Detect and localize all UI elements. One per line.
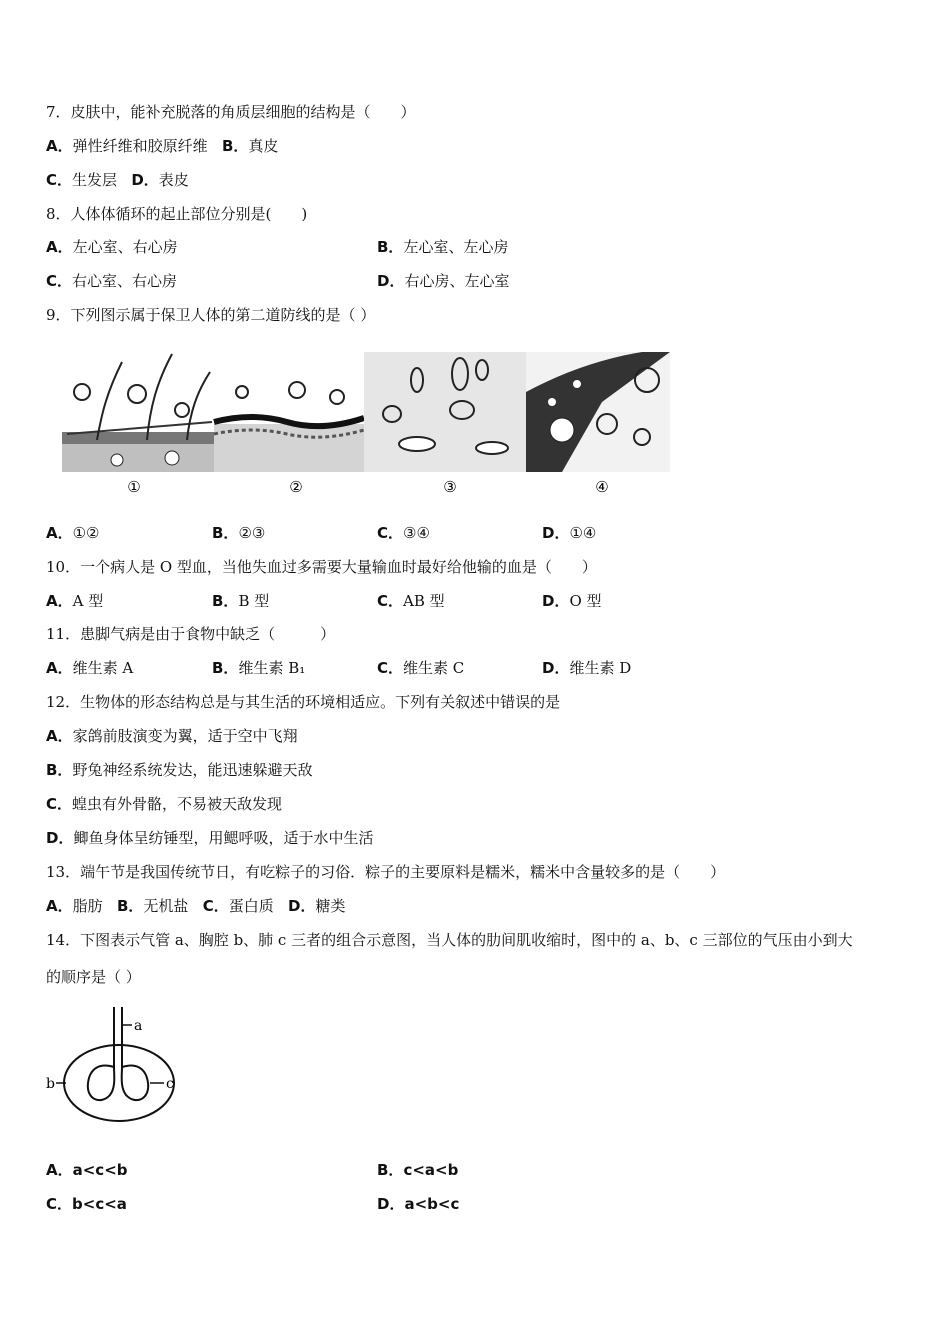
q10-option-a [46,591,103,611]
q13-option-d-label: D． [288,897,316,915]
q11-option-b [212,658,305,678]
q12-option-c-text: 蝗虫有外骨骼，不易被天敌发现 [72,795,283,813]
q7-option-d-label: D． [131,171,159,189]
q14-label-c: c [166,1076,174,1092]
q14-option-d-label: D． [377,1195,405,1213]
q13-option-a-text: 脂肪 [72,897,103,915]
q8-option-c [46,271,177,291]
q7-option-a-label: A． [46,137,73,155]
q9-option-b-label: B． [212,524,239,542]
q13-options-row [46,896,346,916]
q12-option-a [46,726,298,746]
q11-option-c-label: C． [377,659,404,677]
q14-right-lung [122,1066,149,1101]
q10-option-c-text: AB 型 [403,592,445,610]
q7-option-b-text: 真皮 [248,137,279,155]
q12-option-a-label: A． [46,727,73,745]
q8-option-d [377,271,509,291]
q10-stem: 10．一个病人是 O 型血，当他失血过多需要大量输血时最好给他输的血是（ ） [46,558,597,576]
q11-option-a [46,658,133,678]
q10-option-d [542,591,602,611]
q9-option-c [377,523,430,543]
q7-option-a-text: 弹性纤维和胶原纤维 [72,137,208,155]
q8-option-a-label: A． [46,238,73,256]
q11-option-a-text: 维生素 A [72,659,134,677]
q11-option-b-label: B． [212,659,239,677]
q14-left-lung [88,1066,115,1101]
q11-stem: 11．患脚气病是由于食物中缺乏（ ） [46,625,336,643]
q8-option-d-label: D． [377,272,405,290]
q14-label-b: b [46,1076,55,1092]
q14-option-c [46,1194,127,1214]
q13-option-b-label: B． [116,897,144,915]
q11-option-c-text: 维生素 C [403,659,465,677]
q9-option-a-text: ①② [72,524,100,542]
q8-option-c-text: 右心室、右心房 [72,272,178,290]
q13-option-c-text: 蛋白质 [228,897,274,915]
q9-option-d-label: D． [542,524,570,542]
q11-option-b-text: 维生素 B₁ [238,659,306,677]
q9-panel-4-antibody-image [526,352,670,472]
q10-option-a-label: A． [46,592,73,610]
q12-option-d-text: 鲫鱼身体呈纺锤型，用鳃呼吸，适于水中生活 [73,829,374,847]
q11-option-a-label: A． [46,659,73,677]
q9-figure-label-3: ③ [443,478,457,496]
q12-option-c [46,794,282,814]
q12-option-b-label: B． [46,761,73,779]
q14-stem-line-1: 14．下图表示气管 a、胸腔 b、肺 c 三者的组合示意图，当人体的肋间肌收缩时，图中的 a、b、c 三部位的气压由小到大 [46,931,853,949]
q12-option-c-label: C． [46,795,73,813]
q9-option-d [542,523,596,543]
q9-panel-3-phagocyte-image [364,352,526,472]
q7-option-c-text: 生发层 [72,171,118,189]
q9-defense-figure [62,352,670,500]
q14-option-a [46,1160,128,1180]
q9-figure-label-2: ② [289,478,303,496]
q12-option-b-text: 野兔神经系统发达，能迅速躲避天敌 [72,761,313,779]
q14-option-a-text: a<c<b [72,1161,128,1179]
q13-option-d-text: 糖类 [315,897,346,915]
q8-option-b [377,237,508,257]
q12-option-d-label: D． [46,829,74,847]
q9-option-c-text: ③④ [403,524,430,542]
q9-option-b [212,523,265,543]
q7-stem: 7．皮肤中，能补充脱落的角质层细胞的结构是（ ） [46,103,416,121]
q7-option-d-text: 表皮 [158,171,189,189]
q8-option-b-text: 左心室、左心房 [403,238,509,256]
q7-option-b-label: B． [221,137,249,155]
q9-option-c-label: C． [377,524,404,542]
q8-option-a [46,237,178,257]
q14-option-d [377,1194,459,1214]
q14-option-b-label: B． [377,1161,404,1179]
q14-option-b-text: c<a<b [403,1161,459,1179]
q14-respiration-diagram [46,1005,186,1125]
q9-option-a [46,523,100,543]
q7-options-row2 [46,170,189,190]
q8-option-a-text: 左心室、右心房 [72,238,178,256]
q7-options-row1 [46,136,278,156]
q14-option-d-text: a<b<c [404,1195,460,1213]
q9-option-a-label: A． [46,524,73,542]
q9-figure-label-1: ① [127,478,141,496]
q14-option-c-label: C． [46,1195,73,1213]
q13-stem: 13．端午节是我国传统节日，有吃粽子的习俗．粽子的主要原料是糯米，糯米中含量较多的是（ ） [46,863,726,881]
q9-option-b-text: ②③ [238,524,266,542]
q14-option-c-text: b<c<a [72,1195,127,1213]
q14-option-a-label: A． [46,1161,73,1179]
q10-option-b-label: B． [212,592,239,610]
q8-option-b-label: B． [377,238,404,256]
q10-option-c-label: C． [377,592,404,610]
q14-stem-line-2: 的顺序是（ ） [46,968,141,986]
q11-option-d-text: 维生素 D [569,659,632,677]
q7-option-c-label: C． [46,171,73,189]
q8-option-d-text: 右心房、左心室 [404,272,510,290]
q10-option-b [212,591,269,611]
q8-stem: 8．人体体循环的起止部位分别是( ) [46,205,308,223]
q9-panel-2-mucosa-image [214,382,364,472]
q10-option-a-text: A 型 [72,592,104,610]
q9-option-d-text: ①④ [569,524,597,542]
q14-label-a: a [134,1018,143,1034]
q14-option-b [377,1160,458,1180]
q8-option-c-label: C． [46,272,73,290]
q11-option-d [542,658,631,678]
q11-option-c [377,658,464,678]
q14-trachea [114,1007,122,1067]
q13-option-a-label: A． [46,897,73,915]
q9-panel-1-skin-image [62,354,214,472]
q10-option-d-text: O 型 [569,592,602,610]
q9-figure-label-4: ④ [595,478,609,496]
q10-option-d-label: D． [542,592,570,610]
q10-option-c [377,591,445,611]
q12-option-a-text: 家鸽前肢演变为翼，适于空中飞翔 [72,727,298,745]
q11-option-d-label: D． [542,659,570,677]
q12-option-b [46,760,312,780]
q12-option-d [46,828,373,848]
q12-stem: 12．生物体的形态结构总是与其生活的环境相适应。下列有关叙述中错误的是 [46,693,561,711]
q10-option-b-text: B 型 [238,592,270,610]
q13-option-c-label: C． [202,897,229,915]
q9-stem: 9．下列图示属于保卫人体的第二道防线的是（ ） [46,306,376,324]
q13-option-b-text: 无机盐 [143,897,189,915]
